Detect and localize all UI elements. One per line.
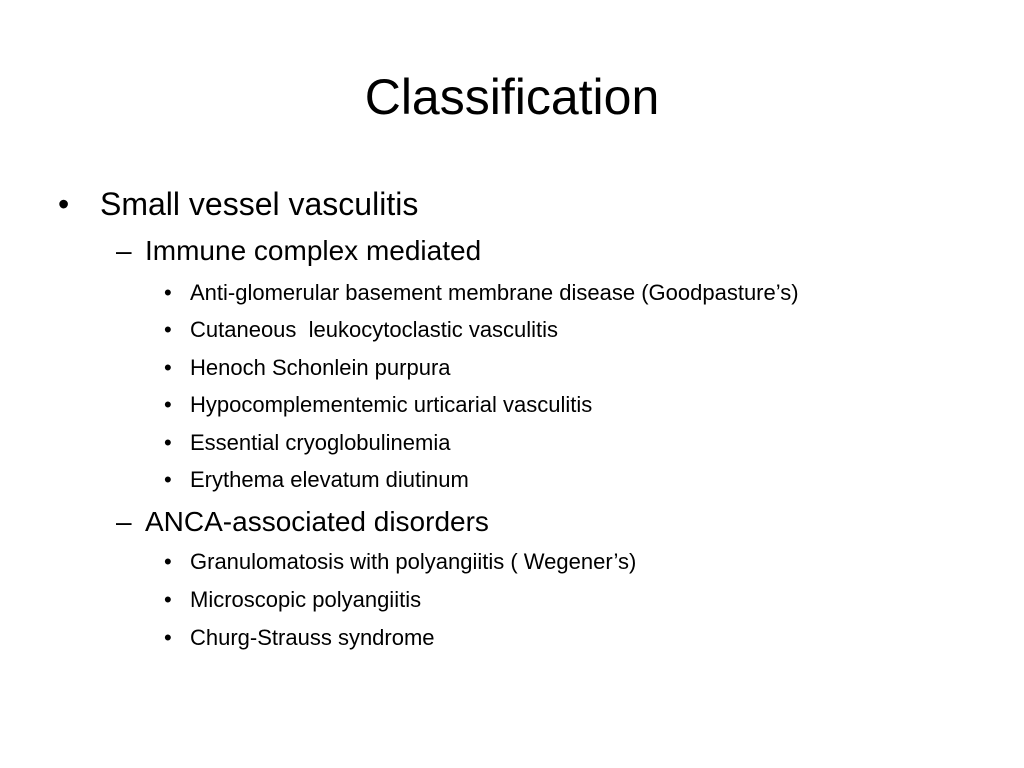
list-bullet: • [164,430,172,455]
list-item-text: Hypocomplementemic urticarial vasculitis [190,392,593,417]
list-item-text: Henoch Schonlein purpura [190,355,451,380]
list-item-text: Churg-Strauss syndrome [190,625,435,650]
subheading-text: Immune complex mediated [145,235,482,266]
list-bullet: • [164,625,172,650]
list-bullet: • [164,549,172,574]
list-bullet: • [164,392,172,417]
subheading-text: ANCA-associated disorders [145,506,489,537]
list-item-text: Essential cryoglobulinemia [190,430,451,455]
list-bullet: • [164,280,172,305]
list-bullet: • [164,355,172,380]
list-item-text: Microscopic polyangiitis [190,587,422,612]
list-item-text: Erythema elevatum diutinum [190,467,469,492]
list-item-text: Granulomatosis with polyangiitis ( Wegener’s) [190,549,637,574]
slide-title: Classification [364,69,660,125]
list-bullet: • [164,587,172,612]
list-item-text: Anti-glomerular basement membrane disease (Goodpasture’s) [190,280,799,305]
list-bullet: • [164,467,172,492]
bullet-text: Small vessel vasculitis [100,186,419,222]
dash-marker: – [116,506,132,537]
list-item-text: Cutaneous leukocytoclastic vasculitis [190,317,559,342]
list-bullet: • [164,317,172,342]
bullet-marker: • [58,186,70,222]
dash-marker: – [116,235,132,266]
